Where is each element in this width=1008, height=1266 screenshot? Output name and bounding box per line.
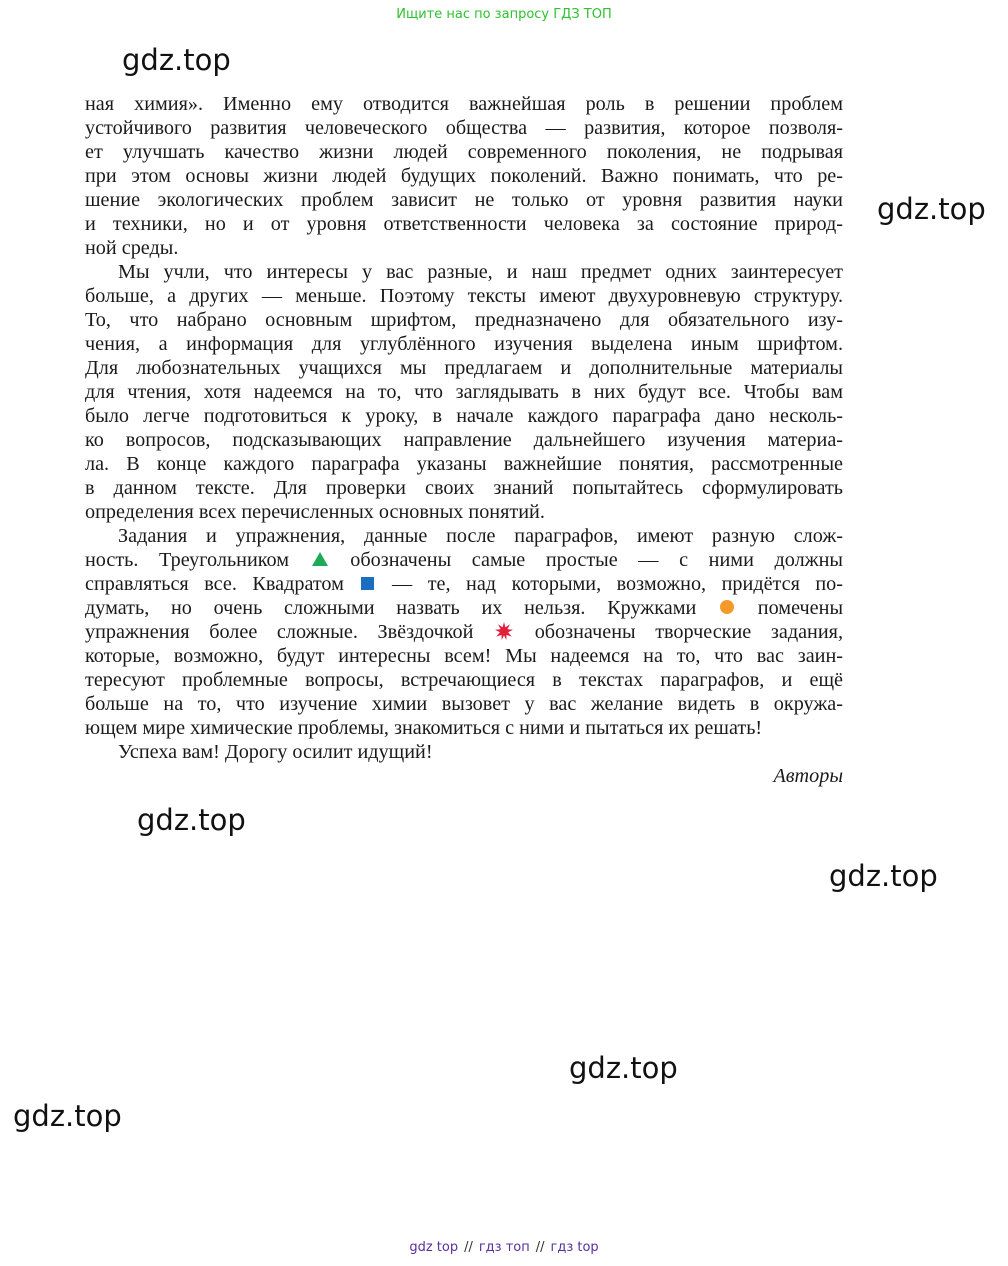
text-line: ющем мире химические проблемы, знакомиться с ними и пытаться их решать! — [85, 717, 763, 739]
text-line: ко вопросов, подсказывающих направление дальнейшего изучения материа- — [85, 429, 843, 451]
text-segment: упражнения более сложные. Звёздочкой — [85, 621, 474, 643]
watermark: gdz.top — [137, 803, 246, 837]
text-line — [85, 548, 843, 572]
text-line: То, что набрано основным шрифтом, предназначено для обязательного изу- — [85, 309, 843, 331]
text-line — [85, 596, 843, 620]
paragraph-1 — [85, 92, 843, 260]
text-line: Успеха вам! Дорогу осилит идущий! — [118, 741, 433, 763]
text-line: больше, а других — меньше. Поэтому тексты имеют двухуровневую структуру. — [85, 285, 843, 307]
triangle-icon — [312, 552, 328, 566]
text-line: для чтения, хотя надеемся на то, что заглядывать в них будут все. Чтобы вам — [85, 381, 843, 403]
text-line — [85, 620, 843, 644]
text-line: Мы учли, что интересы у вас разные, и наш предмет одних заинтересует — [118, 261, 843, 283]
paragraph-4 — [85, 740, 843, 764]
text-line: шение экологических проблем зависит не только от уровня развития науки — [85, 189, 843, 211]
text-line: при этом основы жизни людей будущих поколений. Важно понимать, что ре- — [85, 165, 843, 187]
textbook-page-text — [85, 92, 843, 788]
text-segment: помечены — [757, 597, 844, 619]
footer-separator: // — [535, 1240, 545, 1255]
watermark: gdz.top — [829, 859, 938, 893]
text-line — [85, 572, 843, 596]
square-icon — [361, 577, 374, 590]
footer-link[interactable]: гдз top — [550, 1240, 599, 1255]
paragraph-2 — [85, 260, 843, 524]
text-line: Для любознательных учащихся мы предлагаем и дополнительные материалы — [85, 357, 843, 379]
text-segment: думать, но очень сложными назвать их нельзя. Кружками — [85, 597, 697, 619]
text-line: ла. В конце каждого параграфа указаны важнейшие понятия, рассмотренные — [85, 453, 843, 475]
top-banner: Ищите нас по запросу ГДЗ ТОП — [396, 7, 612, 22]
text-line: устойчивого развития человеческого общества — развития, которое позволя- — [85, 117, 843, 139]
footer-link[interactable]: gdz top — [409, 1240, 459, 1255]
text-line: больше на то, что изучение химии вызовет у вас желание видеть в окружа- — [85, 693, 843, 715]
text-segment: обозначены самые простые — с ними должны — [350, 549, 843, 571]
watermark: gdz.top — [569, 1051, 678, 1085]
watermark: gdz.top — [13, 1099, 122, 1133]
paragraph-3 — [85, 524, 843, 740]
star-icon — [495, 622, 513, 640]
text-line: ет улучшать качество жизни людей современного поколения, не подрывая — [85, 141, 843, 163]
text-line: Задания и упражнения, данные после параграфов, имеют разную слож- — [118, 525, 843, 547]
footer-links — [0, 1240, 1008, 1255]
text-line: тересуют проблемные вопросы, встречающиеся в текстах параграфов, и ещё — [85, 669, 843, 691]
watermark: gdz.top — [877, 192, 986, 226]
text-segment: обозначены творческие задания, — [534, 621, 843, 643]
text-line: которые, возможно, будут интересны всем! Мы надеемся на то, что вас заин- — [85, 645, 843, 667]
footer-separator: // — [464, 1240, 473, 1255]
text-line: ная химия». Именно ему отводится важнейшая роль в решении проблем — [85, 93, 843, 115]
footer-link[interactable]: гдз топ — [478, 1240, 530, 1255]
text-line: в данном тексте. Для проверки своих знаний попытайтесь сформулировать — [85, 477, 843, 499]
text-segment: ность. Треугольником — [85, 549, 290, 571]
text-line: определения всех перечисленных основных понятий. — [85, 501, 545, 523]
text-line: было легче подготовиться к уроку, в начале каждого параграфа дано несколь- — [85, 405, 843, 427]
authors-signature: Авторы — [773, 765, 843, 787]
text-segment: справляться все. Квадратом — [85, 573, 344, 595]
watermark: gdz.top — [122, 43, 231, 77]
text-segment: — те, над которыми, возможно, придётся по- — [391, 573, 843, 595]
text-line: ной среды. — [85, 237, 179, 259]
circle-icon — [720, 600, 734, 614]
text-line: и техники, но и от уровня ответственности человека за состояние природ- — [85, 213, 843, 235]
text-line: чения, а информация для углублённого изучения выделена иным шрифтом. — [85, 333, 843, 355]
